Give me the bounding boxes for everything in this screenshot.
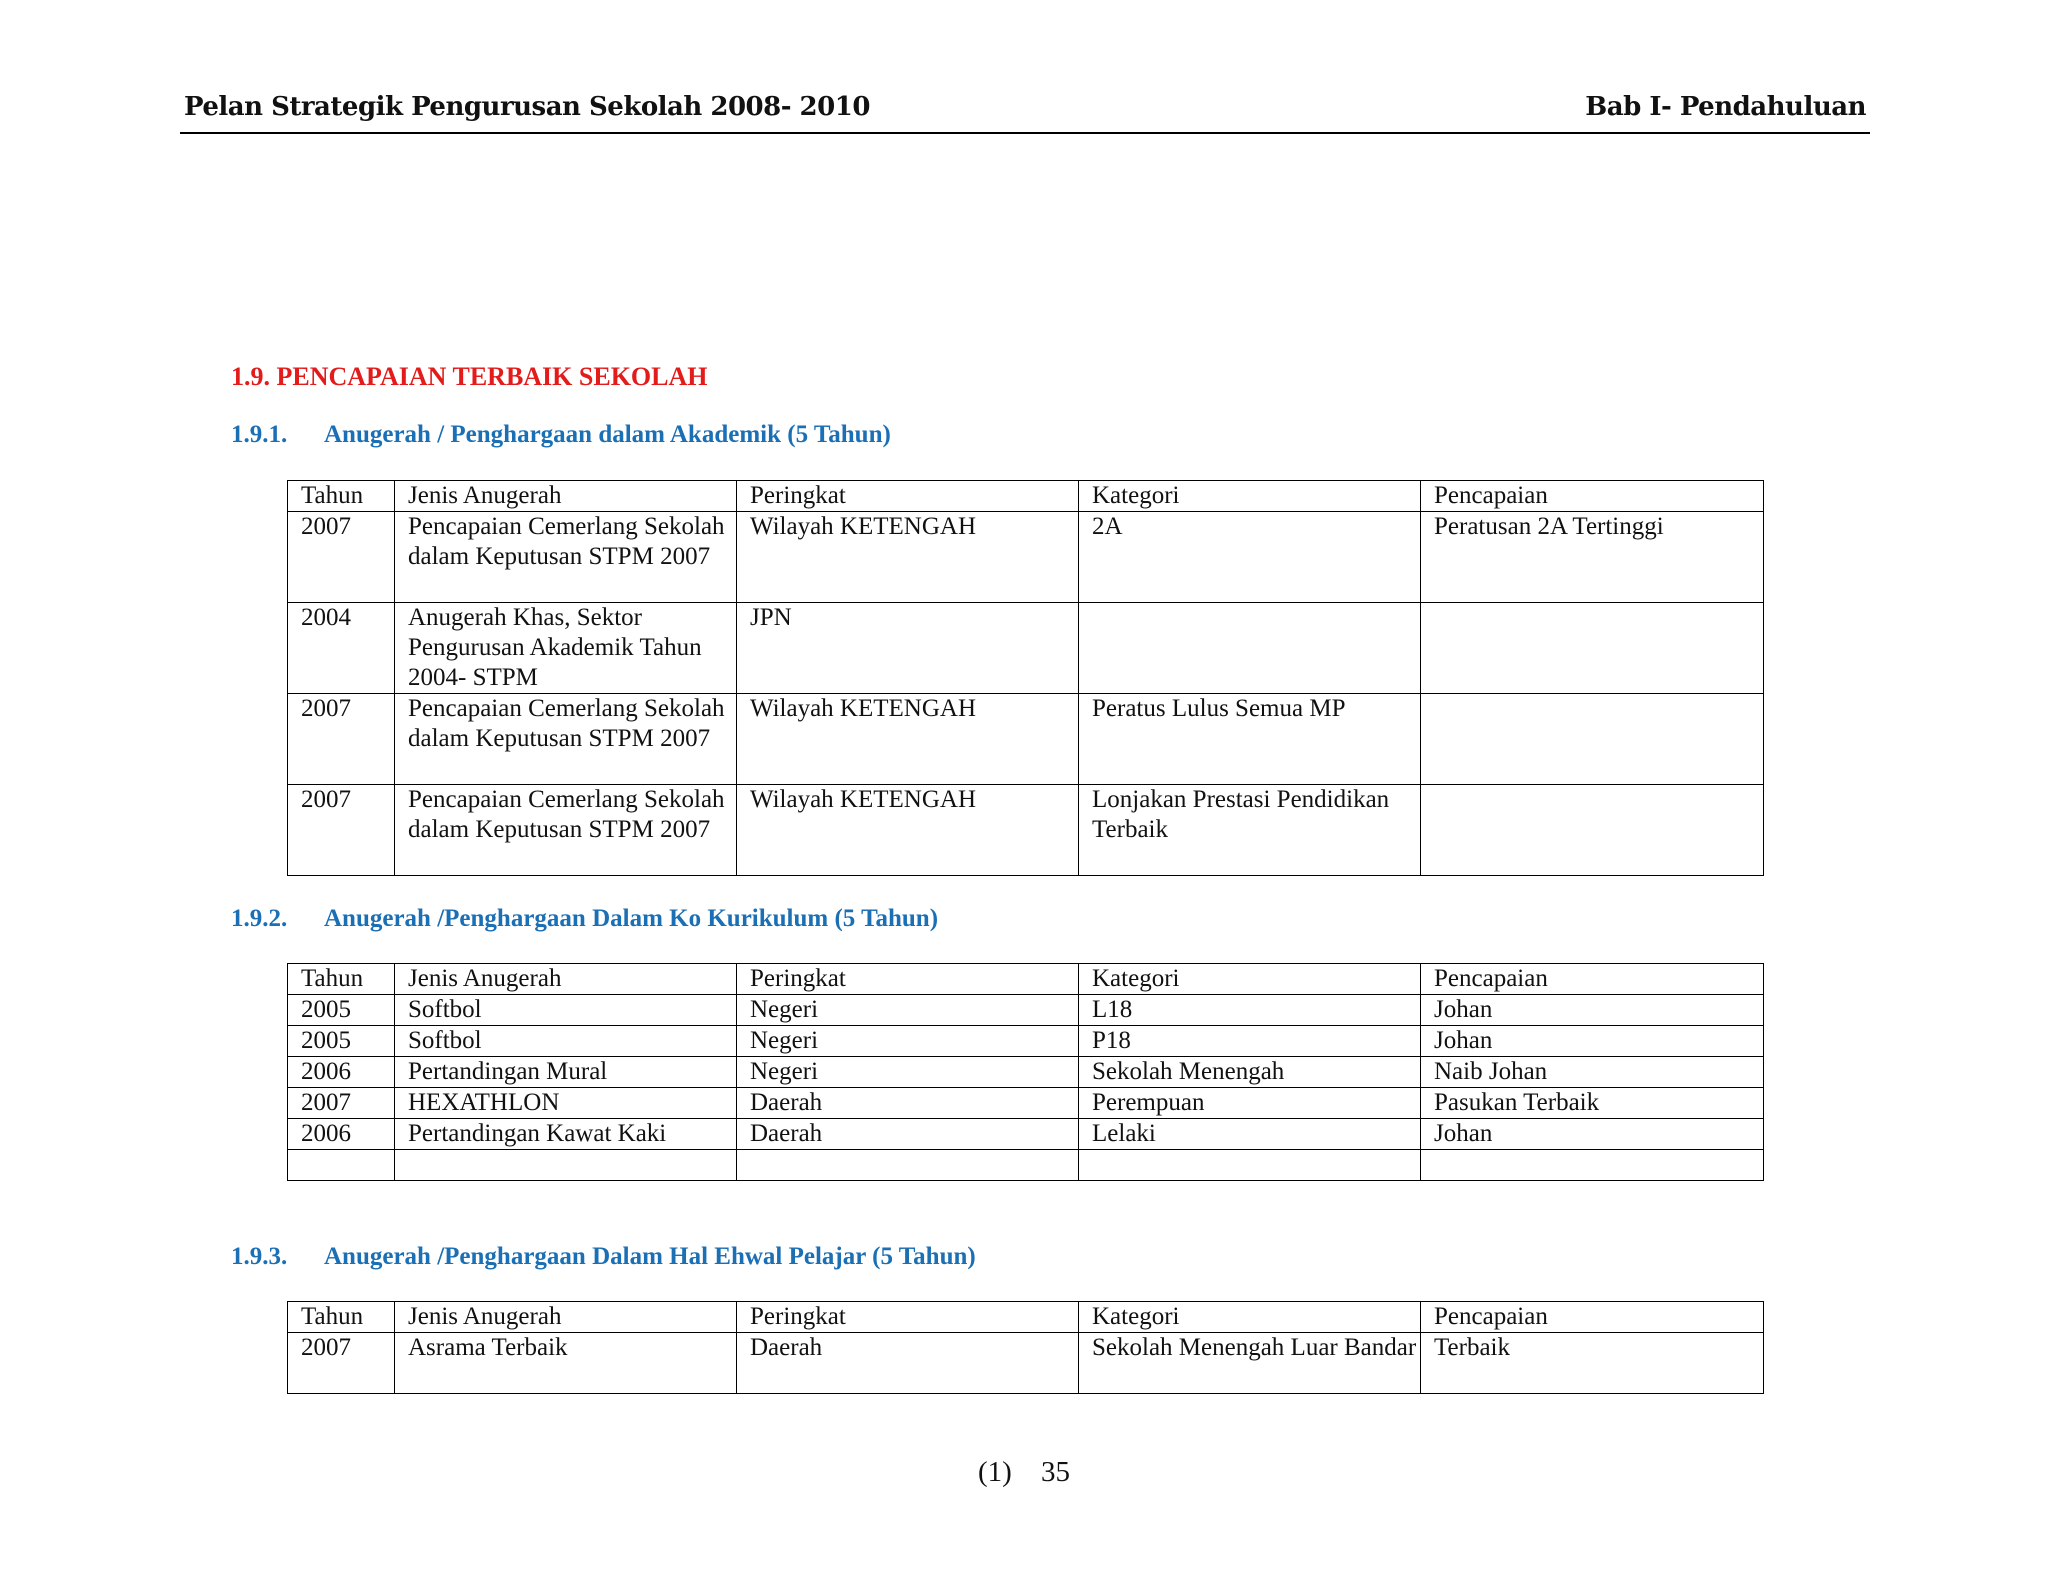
table-cell: 2007 <box>288 1333 395 1394</box>
subsection-number: 1.9.2. <box>231 905 288 932</box>
table-header-row <box>288 481 1764 512</box>
column-header: Kategori <box>1079 964 1421 995</box>
table-cell: 2006 <box>288 1119 395 1150</box>
column-header: Peringkat <box>737 964 1079 995</box>
table-cell: Daerah <box>737 1088 1079 1119</box>
table-cell: 2007 <box>288 694 395 785</box>
table-cell <box>1421 603 1764 694</box>
page-number: 35 <box>1041 1456 1071 1488</box>
table-cell <box>395 1150 737 1181</box>
table-cell: Softbol <box>395 995 737 1026</box>
column-header: Kategori <box>1079 481 1421 512</box>
table-cell: 2007 <box>288 1088 395 1119</box>
table-cell: Lonjakan Prestasi Pendidikan Terbaik <box>1079 785 1421 876</box>
table-cell: Pencapaian Cemerlang Sekolah dalam Keputusan STPM 2007 <box>395 785 737 876</box>
table-cell: Wilayah KETENGAH <box>737 694 1079 785</box>
table-row <box>288 1026 1764 1057</box>
table-cell: Lelaki <box>1079 1119 1421 1150</box>
table-cell: 2005 <box>288 995 395 1026</box>
student-affairs-awards-table <box>287 1301 1764 1394</box>
column-header: Tahun <box>288 964 395 995</box>
table-cell: 2004 <box>288 603 395 694</box>
table-cell <box>1421 694 1764 785</box>
section-title: 1.9. PENCAPAIAN TERBAIK SEKOLAH <box>231 362 708 391</box>
page-label: (1) <box>977 1456 1012 1488</box>
table-cell: HEXATHLON <box>395 1088 737 1119</box>
table-row <box>288 512 1764 603</box>
table-cell: Perempuan <box>1079 1088 1421 1119</box>
table-row <box>288 1088 1764 1119</box>
table-cell: 2005 <box>288 1026 395 1057</box>
column-header: Tahun <box>288 1302 395 1333</box>
table-cell: Johan <box>1421 1119 1764 1150</box>
table-cell: Anugerah Khas, Sektor Pengurusan Akademik Tahun 2004- STPM <box>395 603 737 694</box>
table-cell: Terbaik <box>1421 1333 1764 1394</box>
subsection-number: 1.9.1. <box>231 421 288 448</box>
table-cell: 2006 <box>288 1057 395 1088</box>
subsection-heading-academic <box>231 421 891 449</box>
column-header: Peringkat <box>737 481 1079 512</box>
cocurriculum-awards-table <box>287 963 1764 1181</box>
column-header: Jenis Anugerah <box>395 481 737 512</box>
table-cell: Pertandingan Kawat Kaki <box>395 1119 737 1150</box>
table-cell: Peratus Lulus Semua MP <box>1079 694 1421 785</box>
table-cell: Pasukan Terbaik <box>1421 1088 1764 1119</box>
table-row <box>288 785 1764 876</box>
table-cell: Naib Johan <box>1421 1057 1764 1088</box>
table-row <box>288 1057 1764 1088</box>
table-cell <box>288 1150 395 1181</box>
column-header: Pencapaian <box>1421 481 1764 512</box>
table-cell: 2007 <box>288 785 395 876</box>
table-header-row <box>288 964 1764 995</box>
table-row <box>288 1333 1764 1394</box>
table-cell: JPN <box>737 603 1079 694</box>
document-title: Pelan Strategik Pengurusan Sekolah 2008- 2010 <box>184 92 870 122</box>
table-cell <box>1079 603 1421 694</box>
table-cell: P18 <box>1079 1026 1421 1057</box>
column-header: Kategori <box>1079 1302 1421 1333</box>
table-cell: Daerah <box>737 1119 1079 1150</box>
page-footer <box>0 1456 2048 1489</box>
column-header: Pencapaian <box>1421 964 1764 995</box>
table-cell: Negeri <box>737 1057 1079 1088</box>
subsection-title: Anugerah /Penghargaan Dalam Ko Kurikulum (5 Tahun) <box>324 905 939 932</box>
table-cell: Wilayah KETENGAH <box>737 785 1079 876</box>
table-row <box>288 694 1764 785</box>
table-cell: Pencapaian Cemerlang Sekolah dalam Keputusan STPM 2007 <box>395 512 737 603</box>
table-cell: Johan <box>1421 995 1764 1026</box>
table-cell: Softbol <box>395 1026 737 1057</box>
running-header <box>180 92 1870 134</box>
column-header: Pencapaian <box>1421 1302 1764 1333</box>
table-cell: Pertandingan Mural <box>395 1057 737 1088</box>
subsection-heading-cocurriculum <box>231 905 938 933</box>
table-header-row <box>288 1302 1764 1333</box>
table-cell: Pencapaian Cemerlang Sekolah dalam Keputusan STPM 2007 <box>395 694 737 785</box>
column-header: Jenis Anugerah <box>395 1302 737 1333</box>
table-cell: Daerah <box>737 1333 1079 1394</box>
table-cell: Johan <box>1421 1026 1764 1057</box>
table-cell: Sekolah Menengah Luar Bandar <box>1079 1333 1421 1394</box>
column-header: Jenis Anugerah <box>395 964 737 995</box>
column-header: Peringkat <box>737 1302 1079 1333</box>
table-cell <box>1421 1150 1764 1181</box>
subsection-title: Anugerah / Penghargaan dalam Akademik (5 Tahun) <box>324 421 891 448</box>
table-cell <box>1421 785 1764 876</box>
chapter-title: Bab I- Pendahuluan <box>1585 92 1866 122</box>
table-cell: Negeri <box>737 1026 1079 1057</box>
subsection-heading-student-affairs <box>231 1243 976 1271</box>
table-row <box>288 995 1764 1026</box>
table-cell: Peratusan 2A Tertinggi <box>1421 512 1764 603</box>
subsection-number: 1.9.3. <box>231 1243 288 1270</box>
column-header: Tahun <box>288 481 395 512</box>
table-cell: L18 <box>1079 995 1421 1026</box>
table-cell: 2007 <box>288 512 395 603</box>
table-cell: Wilayah KETENGAH <box>737 512 1079 603</box>
subsection-title: Anugerah /Penghargaan Dalam Hal Ehwal Pelajar (5 Tahun) <box>324 1243 976 1270</box>
table-row <box>288 603 1764 694</box>
table-row-empty <box>288 1150 1764 1181</box>
table-cell: Sekolah Menengah <box>1079 1057 1421 1088</box>
academic-awards-table <box>287 480 1764 876</box>
table-row <box>288 1119 1764 1150</box>
table-cell <box>737 1150 1079 1181</box>
table-cell: 2A <box>1079 512 1421 603</box>
table-cell: Asrama Terbaik <box>395 1333 737 1394</box>
table-cell <box>1079 1150 1421 1181</box>
table-cell: Negeri <box>737 995 1079 1026</box>
